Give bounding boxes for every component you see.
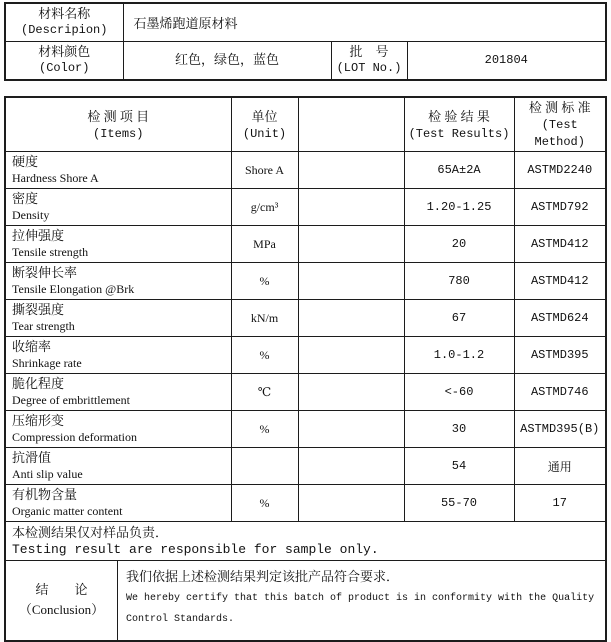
header-test-results: 检 验 结 果 (Test Results) xyxy=(404,97,514,152)
material-color-label xyxy=(5,41,123,80)
test-row-tear-strength xyxy=(5,300,606,337)
blank-cell xyxy=(298,448,404,485)
material-color-row xyxy=(5,41,606,80)
result-cell: 67 xyxy=(404,300,514,337)
result-cell: <-60 xyxy=(404,374,514,411)
conclusion-text-en: We hereby certify that this batch of product is in conformity with the Quality Control Standards. xyxy=(126,593,595,625)
material-color-label-zh: 材料颜色 xyxy=(38,44,91,60)
test-row-hardness xyxy=(5,152,606,189)
test-results-table xyxy=(4,96,607,642)
unit-cell: % xyxy=(231,337,298,374)
result-cell: 30 xyxy=(404,411,514,448)
blank-cell xyxy=(298,411,404,448)
result-cell: 65A±2A xyxy=(404,152,514,189)
test-row-tensile-strength xyxy=(5,226,606,263)
header-blank-column xyxy=(298,97,404,152)
item-cell: 硬度 Hardness Shore A xyxy=(5,152,231,189)
conclusion-label-zh: 结 论 xyxy=(35,582,88,598)
item-cell: 密度 Density xyxy=(5,189,231,226)
item-cell: 有机物含量 Organic matter content xyxy=(5,485,231,522)
blank-cell xyxy=(298,337,404,374)
disclaimer-note xyxy=(5,522,606,561)
item-cell: 收缩率 Shrinkage rate xyxy=(5,337,231,374)
item-cell: 拉伸强度 Tensile strength xyxy=(5,226,231,263)
blank-cell xyxy=(298,263,404,300)
result-cell: 20 xyxy=(404,226,514,263)
conclusion-text xyxy=(118,561,605,640)
method-cell: 17 xyxy=(514,485,606,522)
test-row-embrittlement xyxy=(5,374,606,411)
material-color-label-en: (Color) xyxy=(39,61,90,76)
item-cell: 断裂伸长率 Tensile Elongation @Brk xyxy=(5,263,231,300)
material-info-table xyxy=(4,2,607,81)
unit-cell: ℃ xyxy=(231,374,298,411)
blank-cell xyxy=(298,226,404,263)
method-cell: ASTMD412 xyxy=(514,226,606,263)
blank-cell xyxy=(298,300,404,337)
material-name-label-zh: 材料名称 xyxy=(38,6,91,22)
test-row-shrinkage xyxy=(5,337,606,374)
item-cell: 脆化程度 Degree of embrittlement xyxy=(5,374,231,411)
test-row-organic-content xyxy=(5,485,606,522)
unit-cell: g/cm³ xyxy=(231,189,298,226)
method-cell: ASTMD792 xyxy=(514,189,606,226)
material-color-value: 红色，绿色，蓝色 xyxy=(123,41,331,80)
test-row-compression xyxy=(5,411,606,448)
blank-cell xyxy=(298,374,404,411)
lot-number-label xyxy=(331,41,407,80)
conclusion-row xyxy=(5,561,606,641)
lot-number-label-en: (LOT No.) xyxy=(336,61,402,76)
blank-cell xyxy=(298,485,404,522)
unit-cell: Shore A xyxy=(231,152,298,189)
result-cell: 780 xyxy=(404,263,514,300)
material-name-row xyxy=(5,3,606,41)
item-cell: 压缩形变 Compression deformation xyxy=(5,411,231,448)
test-row-density xyxy=(5,189,606,226)
unit-cell: % xyxy=(231,263,298,300)
conclusion-text-zh: 我们依据上述检测结果判定该批产品符合要求． xyxy=(126,569,400,584)
result-cell: 54 xyxy=(404,448,514,485)
unit-cell xyxy=(231,448,298,485)
result-cell: 55-70 xyxy=(404,485,514,522)
test-row-anti-slip xyxy=(5,448,606,485)
method-cell: ASTMD395 xyxy=(514,337,606,374)
conclusion-label-en: （Conclusion） xyxy=(18,602,105,618)
method-cell: ASTMD2240 xyxy=(514,152,606,189)
disclaimer-row xyxy=(5,522,606,561)
material-name-label xyxy=(5,3,123,41)
material-name-value: 石墨烯跑道原材料 xyxy=(123,3,606,41)
header-test-method: 检 测 标 准 (Test Method) xyxy=(514,97,606,152)
item-cell: 抗滑值 Anti slip value xyxy=(5,448,231,485)
method-cell: ASTMD395(B) xyxy=(514,411,606,448)
method-cell: ASTMD412 xyxy=(514,263,606,300)
unit-cell: % xyxy=(231,485,298,522)
method-cell: ASTMD746 xyxy=(514,374,606,411)
unit-cell: kN/m xyxy=(231,300,298,337)
unit-cell: MPa xyxy=(231,226,298,263)
lot-number-label-zh: 批 号 xyxy=(349,44,389,60)
lot-number-value: 201804 xyxy=(407,41,606,80)
material-name-label-en: (Descripion) xyxy=(21,23,108,38)
header-items: 检 测 项 目 (Items) xyxy=(5,97,231,152)
disclaimer-zh: 本检测结果仅对样品负责． xyxy=(12,525,169,540)
method-cell: ASTMD624 xyxy=(514,300,606,337)
method-cell: 通用 xyxy=(514,448,606,485)
conclusion-label xyxy=(6,561,118,640)
blank-cell xyxy=(298,152,404,189)
header-unit: 单位 (Unit) xyxy=(231,97,298,152)
test-row-elongation xyxy=(5,263,606,300)
blank-cell xyxy=(298,189,404,226)
item-cell: 撕裂强度 Tear strength xyxy=(5,300,231,337)
disclaimer-en: Testing result are responsible for sample only. xyxy=(12,542,379,557)
test-table-header xyxy=(5,97,606,152)
result-cell: 1.0-1.2 xyxy=(404,337,514,374)
unit-cell: % xyxy=(231,411,298,448)
result-cell: 1.20-1.25 xyxy=(404,189,514,226)
